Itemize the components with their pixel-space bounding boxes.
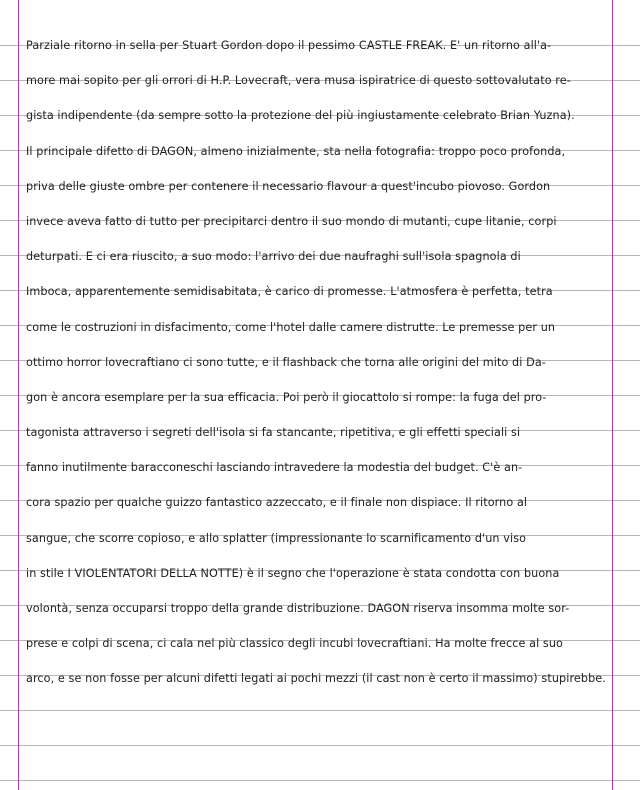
text-line: come le costruzioni in disfacimento, come l'hotel dalle camere distrutte. Le premesse per un xyxy=(26,320,556,334)
left-margin-line xyxy=(18,0,19,790)
text-line: Imboca, apparentemente semidisabitata, è carico di promesse. L'atmosfera è perfetta, tetra xyxy=(26,285,553,299)
text-line: ottimo horror lovecraftiano ci sono tutte, e il flashback che torna alle origini del mito di Da- xyxy=(26,355,546,369)
text-line: Parziale ritorno in sella per Stuart Gordon dopo il pessimo CASTLE FREAK. E' un ritorno all'a- xyxy=(26,39,552,52)
text-line: fanno inutilmente baracconeschi lasciando intravedere la modestia del budget. C'è an- xyxy=(26,461,523,475)
text-line: invece aveva fatto di tutto per precipitarci dentro il suo mondo di mutanti, cupe litanie, corpi xyxy=(26,214,557,228)
text-line: volontà, senza occuparsi troppo della grande distribuzione. DAGON riserva insomma molte sor- xyxy=(26,602,570,615)
text-line: Il principale difetto di DAGON, almeno inizialmente, sta nella fotografia: troppo poco profonda, xyxy=(26,144,566,158)
text-line: priva delle giuste ombre per contenere il necessario flavour a quest'incubo piovoso. Gordon xyxy=(26,179,551,193)
text-line: sangue, che scorre copioso, e allo splatter (impressionante lo scarnificamento d'un viso xyxy=(26,531,527,545)
text-line: cora spazio per qualche guizzo fantastico azzeccato, e il finale non dispiace. Il ritorno al xyxy=(26,496,528,510)
text-line: arco, e se non fosse per alcuni difetti legati ai pochi mezzi (il cast non è certo il massimo) stupirebbe. xyxy=(26,672,606,686)
text-line: gon è ancora esemplare per la sua efficacia. Poi però il giocattolo si rompe: la fuga del pro- xyxy=(26,390,547,404)
handwritten-review-text xyxy=(26,36,624,705)
text-line: gista indipendente (da sempre sotto la protezione del più ingiustamente celebrato Brian Yuzna). xyxy=(26,109,575,123)
text-line: in stile I VIOLENTATORI DELLA NOTTE) è il segno che l'operazione è stata condotta con buona xyxy=(26,566,560,580)
text-line: prese e colpi di scena, ci cala nel più classico degli incubi lovecraftiani. Ha molte frecce al suo xyxy=(26,637,563,651)
text-line: deturpati. E ci era riuscito, a suo modo: l'arrivo dei due naufraghi sull'isola spagnola di xyxy=(26,250,521,264)
text-line: more mai sopito per gli orrori di H.P. Lovecraft, vera musa ispiratrice di questo sottovalutato re- xyxy=(26,74,571,88)
text-line: tagonista attraverso i segreti dell'isola si fa stancante, ripetitiva, e gli effetti speciali si xyxy=(26,426,521,440)
